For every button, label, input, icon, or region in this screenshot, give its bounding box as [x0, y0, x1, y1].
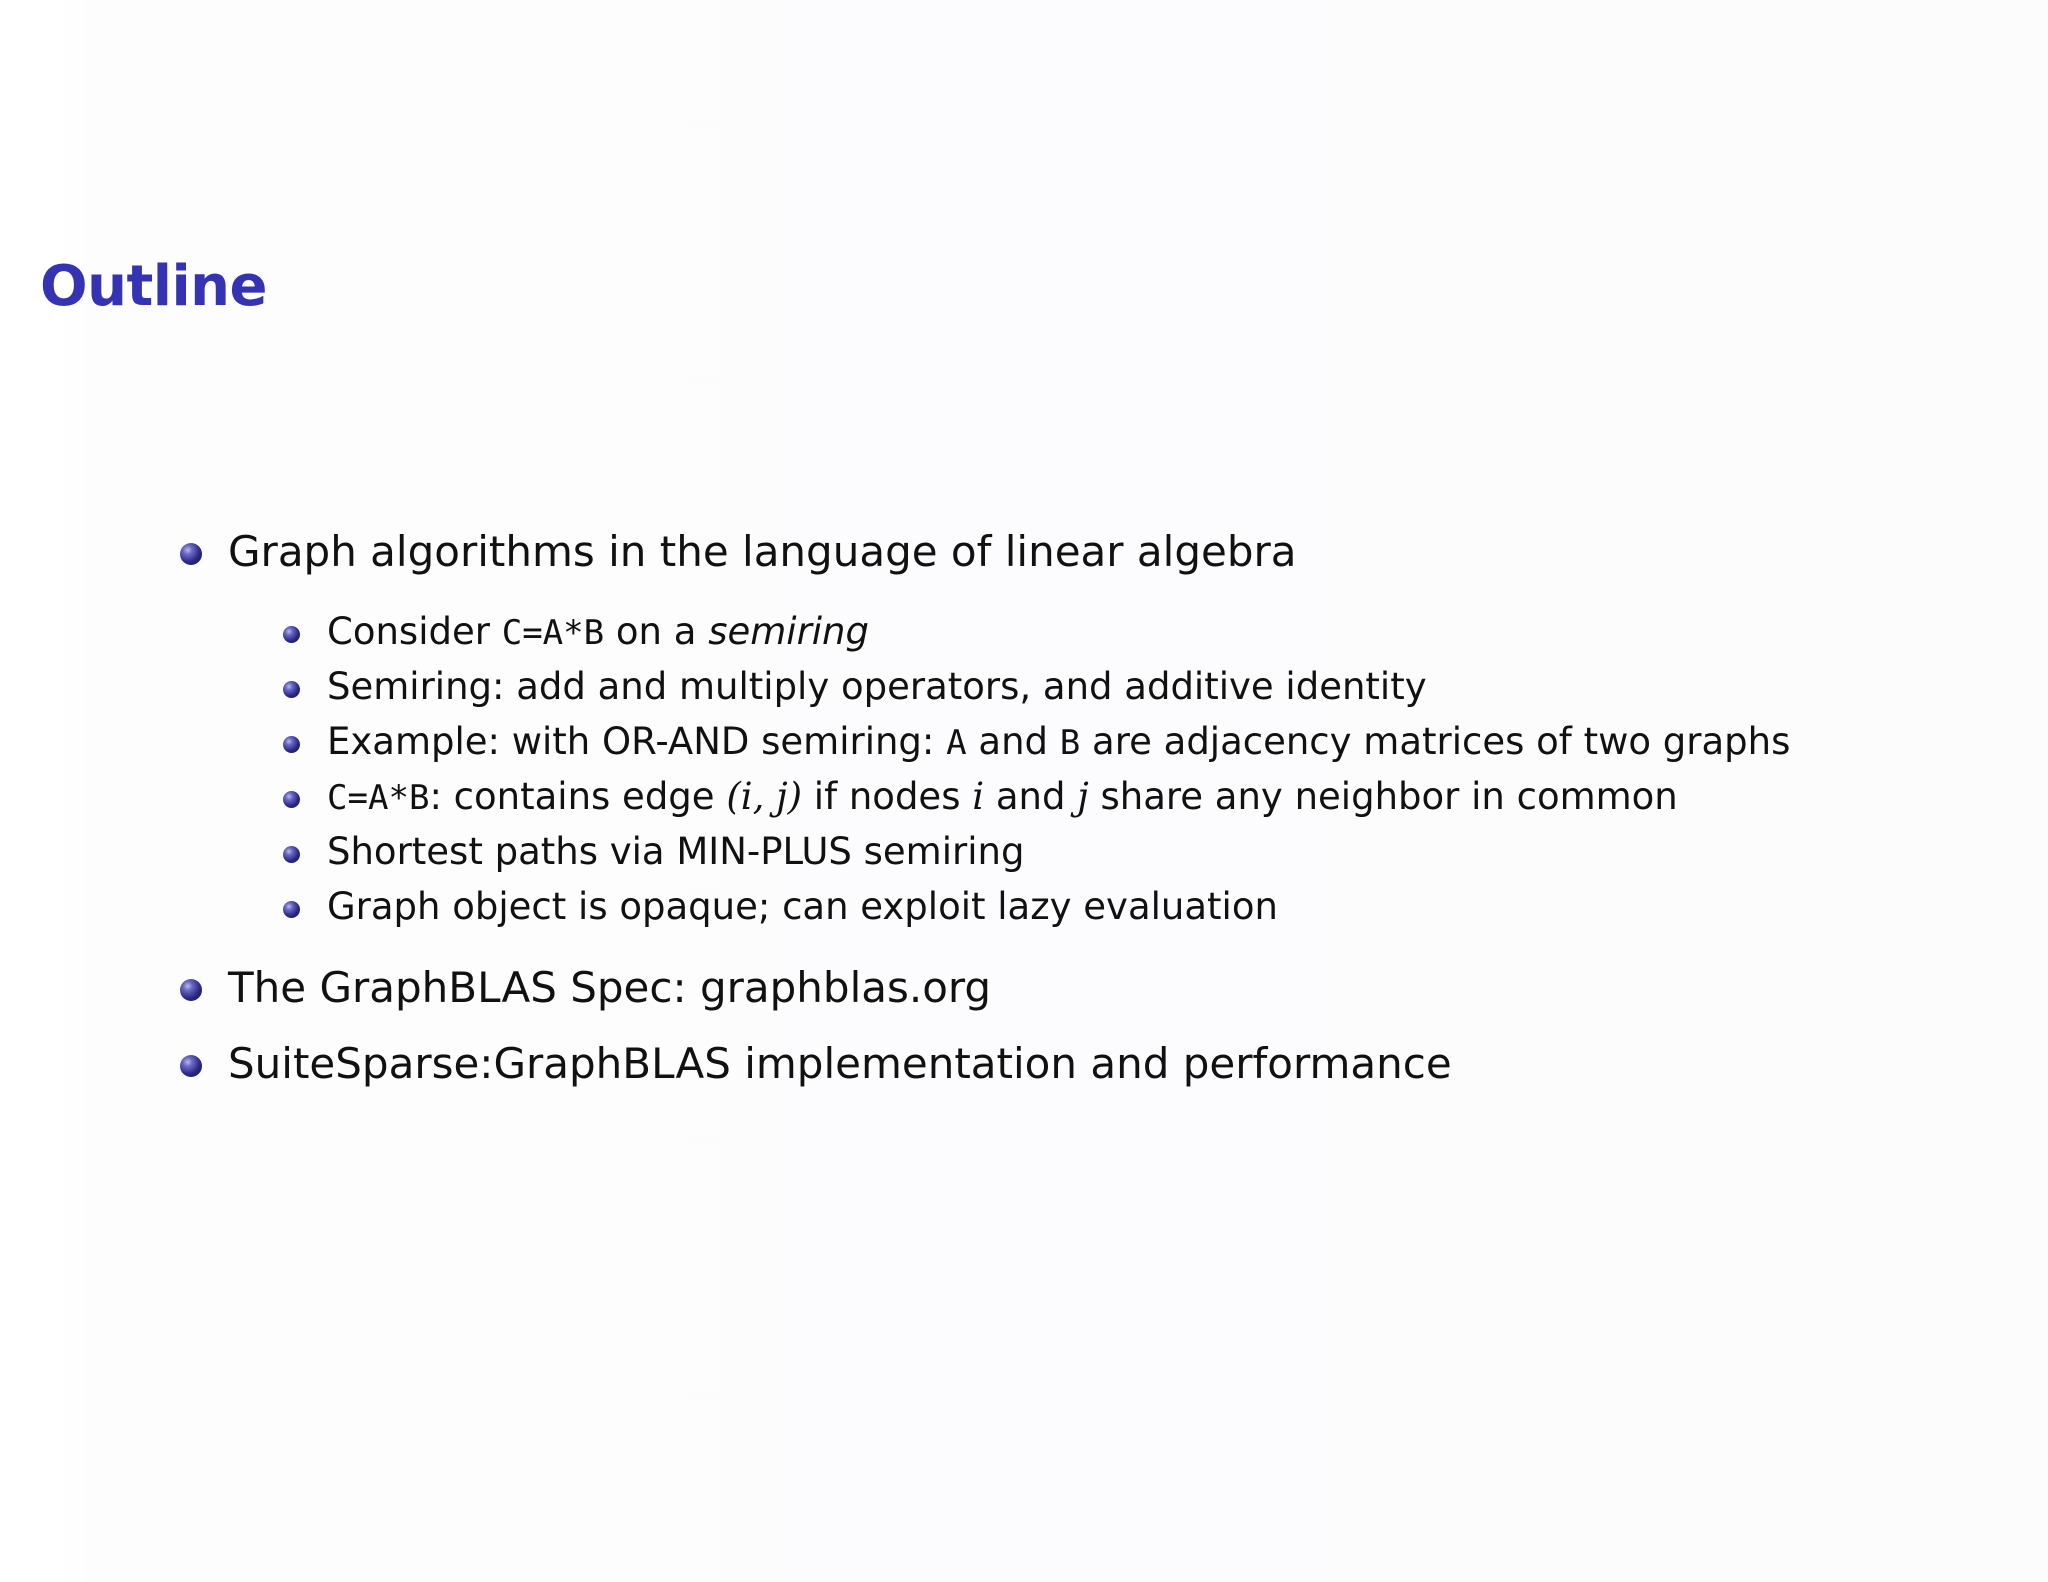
sub-bullet-icon — [283, 791, 300, 808]
sub-item-text: Graph object is opaque; can exploit lazy evaluation — [327, 885, 1278, 928]
code-span: A — [946, 723, 967, 763]
sub-item-text: on a — [604, 610, 709, 653]
sub-item-shortest-paths — [327, 829, 1024, 875]
math-span: j — [1077, 775, 1089, 818]
sub-bullet-icon — [283, 626, 300, 643]
code-span: C=A*B — [327, 778, 430, 818]
math-span: (i, j) — [726, 775, 803, 818]
sub-item-text: if nodes — [802, 775, 973, 818]
sub-item-text: Semiring: add and multiply operators, and additive identity — [327, 665, 1427, 708]
outline-item-graph-algorithms — [228, 526, 1296, 578]
outline-item-text: The GraphBLAS Spec: graphblas.org — [228, 963, 992, 1012]
sub-item-text: share any neighbor in common — [1088, 775, 1678, 818]
outline-item-text: SuiteSparse:GraphBLAS implementation and performance — [228, 1039, 1452, 1088]
outline-item-text: Graph algorithms in the language of linear algebra — [228, 527, 1297, 576]
sub-item-example — [327, 719, 1790, 766]
sub-item-consider — [327, 609, 869, 656]
sub-item-text: Shortest paths via MIN-PLUS semiring — [327, 830, 1025, 873]
sub-bullet-icon — [283, 681, 300, 698]
sub-item-semiring — [327, 664, 1427, 710]
outline-item-graphblas-spec — [228, 962, 991, 1014]
bullet-icon — [180, 979, 202, 1001]
sub-item-text: are adjacency matrices of two graphs — [1080, 720, 1791, 763]
sub-item-text: Consider — [327, 610, 502, 653]
sub-item-text: and — [966, 720, 1060, 763]
sub-bullet-icon — [283, 736, 300, 753]
sub-item-contains-edge — [327, 774, 1678, 821]
outline-item-suitesparse — [228, 1038, 1452, 1090]
slide-title: Outline — [40, 254, 267, 319]
math-span: i — [972, 775, 985, 818]
sub-item-text: Example: with OR-AND semiring: — [327, 720, 947, 763]
code-span: B — [1059, 723, 1081, 763]
sub-item-text: : contains edge — [429, 775, 727, 818]
bullet-icon — [180, 543, 202, 565]
bullet-icon — [180, 1055, 202, 1077]
code-span: C=A*B — [501, 613, 605, 653]
sub-bullet-icon — [283, 901, 300, 918]
sub-item-text: and — [984, 775, 1078, 818]
sub-item-graph-object — [327, 884, 1278, 930]
sub-bullet-icon — [283, 846, 300, 863]
emphasis-text: semiring — [708, 610, 869, 653]
